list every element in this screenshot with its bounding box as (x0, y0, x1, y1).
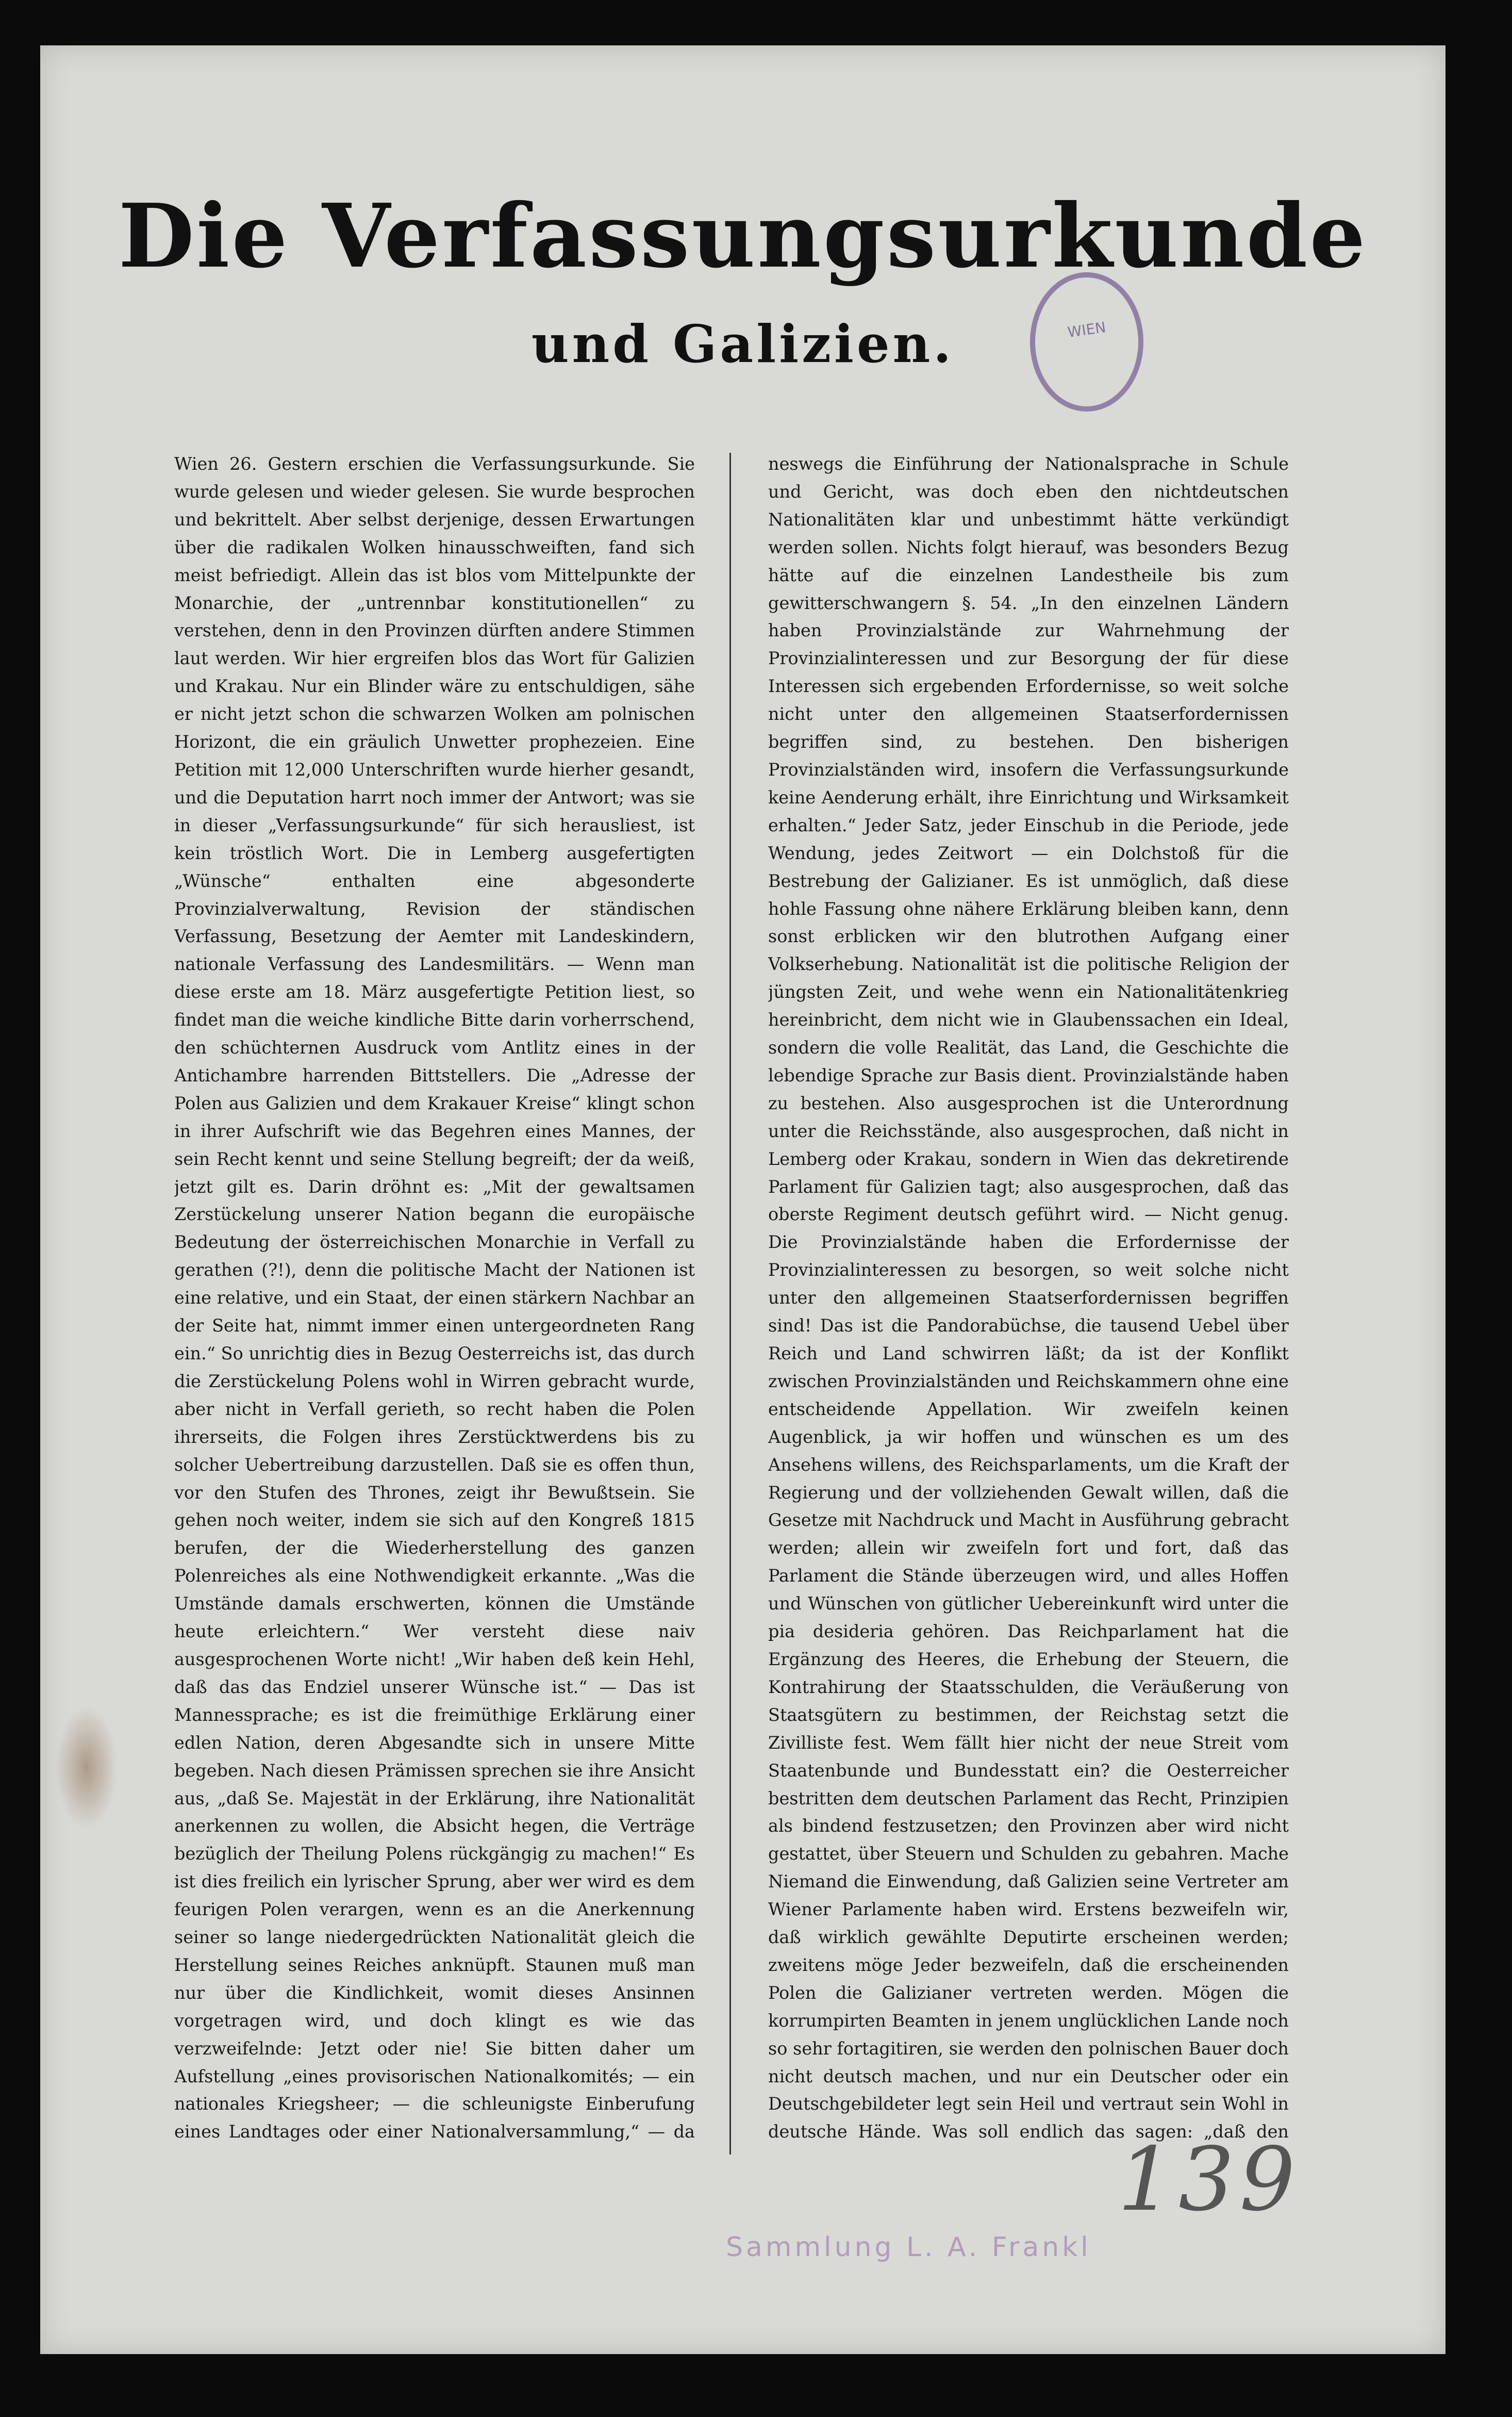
collection-stamp: Sammlung L. A. Frankl (726, 2232, 1091, 2263)
text-column-left: Wien 26. Gestern erschien die Verfassungsurkunde. Sie wurde gelesen und wieder gelesen. Sie wurde besprochen und bekrittelt. Aber selbst derjenige, dessen Erwartungen über die radikalen Wolken hinausschweiften, fand sich meist befriedigt. Allein das ist blos vom Mittelpunkte der Monarchie, der „untrennbar konstitutionellen“ zu verstehen, denn in den Provinzen dürften andere Stimmen laut werden. Wir hier ergreifen blos das Wort für Galizien und Krakau. Nur ein Blinder wäre zu entschuldigen, sähe er nicht jetzt schon die schwarzen Wolken am polnischen Horizont, die ein gräulich Unwetter prophezeien. Eine Petition mit 12,000 Unterschriften wurde hierher gesandt, und die Deputation harrt noch immer der Antwort; was sie in dieser „Verfassungsurkunde“ für sich herausliest, ist kein tröstlich Wort. Die in Lemberg ausgefertigten „Wünsche“ enthalten eine abgesonderte Provinzialverwaltung, Revision der ständischen Verfassung, Besetzung der Aemter mit Landeskindern, nationale Verfassung des Landesmilitärs. — Wenn man diese erste am 18. März ausgefertigte Petition liest, so findet man die weiche kindliche Bitte darin vorherrschend, den schüchternen Ausdruck vom Antlitz eines in der Antichambre harrenden Bittstellers. Die „Adresse der Polen aus Galizien und dem Krakauer Kreise“ klingt schon in ihrer Aufschrift wie das Begehren eines Mannes, der sein Recht kennt und seine Stellung begreift; der da weiß, jetzt gilt es. Darin dröhnt es: „Mit der gewaltsamen Zerstückelung unserer Nation begann die europäische Bedeutung der österreichischen Monarchie in Verfall zu gerathen (?!), denn die politische Macht der Nationen ist eine relative, und ein Staat, der einen stärkern Nachbar an der Seite hat, nimmt immer einen untergeordneten Rang ein.“ So unrichtig dies in Bezug Oesterreichs ist, das durch die Zerstückelung Polens wohl in Wirren gebracht wurde, aber nicht in Verfall gerieth, so recht haben die Polen ihrerseits, die Folgen ihres Zerstücktwerdens bis zu solcher Uebertreibung darzustellen. Daß sie es offen thun, vor den Stufen des Thrones, zeigt ihr Bewußtsein. Sie gehen noch weiter, indem sie sich auf den Kongreß 1815 berufen, der die Wiederherstellung des ganzen Polenreiches als eine Nothwendigkeit erkannte. „Was die Umstände damals erschwerten, können die Umstände heute erleichtern.“ Wer versteht diese naiv ausgesprochenen Worte nicht! „Wir haben deß kein Hehl, daß das das Endziel unserer Wünsche ist.“ — Das ist Mannessprache; es ist die freimüthige Erklärung einer edlen Nation, deren Abgesandte sich in unsere Mitte begeben. Nach diesen Prämissen sprechen sie ihre Ansicht aus, „daß Se. Majestät in der Erklärung, ihre Nationalität anerkennen zu wollen, die Absicht hegen, die Verträge bezüglich der Theilung Polens rückgängig zu machen!“ Es ist dies freilich ein lyrischer Sprung, aber wer wird es dem feurigen Polen verargen, wenn es an die Anerkennung seiner so lange niedergedrückten Nationalität gleich die Herstellung seines Reiches anknüpft. Staunen muß man nur über die Kindlichkeit, womit dieses Ansinnen vorgetragen wird, und doch klingt es wie das verzweifelnde: Jetzt oder nie! Sie bitten daher um Aufstellung „eines provisorischen Nationalkomités; — ein nationales Kriegsheer; — die schleunigste Einberufung eines Landtages oder einer Nationalversammlung,“ — da (174, 454, 695, 2142)
page-subtitle: und Galizien. (531, 314, 955, 374)
document-page (40, 45, 1445, 2354)
library-stamp (1030, 272, 1143, 412)
library-stamp-text: WIEN (1066, 318, 1107, 341)
handwritten-number: 139 (1118, 2129, 1301, 2231)
paper-stain (56, 1706, 118, 1830)
column-divider (729, 453, 731, 2155)
page-title: Die Verfassungsurkunde (118, 185, 1368, 288)
text-column-right: neswegs die Einführung der Nationalsprache in Schule und Gericht, was doch eben den nichtdeutschen Nationalitäten klar und unbestimmt hätte verkündigt werden sollen. Nichts folgt hierauf, was besonders Bezug hätte auf die einzelnen Landestheile bis zum gewitterschwangern §. 54. „In den einzelnen Ländern haben Provinzialstände zur Wahrnehmung der Provinzialinteressen und zur Besorgung der für diese Interessen sich ergebenden Erfordernisse, so weit solche nicht unter den allgemeinen Staatserfordernissen begriffen sind, zu bestehen. Den bisherigen Provinzialständen wird, insofern die Verfassungsurkunde keine Aenderung erhält, ihre Einrichtung und Wirksamkeit erhalten.“ Jeder Satz, jeder Einschub in die Periode, jede Wendung, jedes Zeitwort — ein Dolchstoß für die Bestrebung der Galizianer. Es ist unmöglich, daß diese hohle Fassung ohne nähere Erklärung bleiben kann, denn sonst erblicken wir den blutrothen Aufgang einer Volkserhebung. Nationalität ist die politische Religion der jüngsten Zeit, und wehe wenn ein Nationalitätenkrieg hereinbricht, dem nicht wie in Glaubenssachen ein Ideal, sondern die volle Realität, das Land, die Geschichte die lebendige Sprache zur Basis dient. Provinzialstände haben zu bestehen. Also ausgesprochen ist die Unterordnung unter die Reichsstände, also ausgesprochen, daß nicht in Lemberg oder Krakau, sondern in Wien das dekretirende Parlament für Galizien tagt; also ausgesprochen, daß das oberste Regiment deutsch geführt wird. — Nicht genug. Die Provinzialstände haben die Erfordernisse der Provinzialinteressen zu besorgen, so weit solche nicht unter den allgemeinen Staatserfordernissen begriffen sind! Das ist die Pandorabüchse, die tausend Uebel über Reich und Land schwirren läßt; da ist der Konflikt zwischen Provinzialständen und Reichskammern ohne eine entscheidende Appellation. Wir zweifeln keinen Augenblick, ja wir hoffen und wünschen es um des Ansehens willens, des Reichsparlaments, um die Kraft der Regierung und der vollziehenden Gewalt willen, daß die Gesetze mit Nachdruck und Macht in Ausführung gebracht werden; allein wir zweifeln fort und fort, daß das Parlament die Stände überzeugen wird, und alles Hoffen und Wünschen von gütlicher Uebereinkunft wird unter die pia desideria gehören. Das Reichparlament hat die Ergänzung des Heeres, die Erhebung der Steuern, die Kontrahirung der Staatsschulden, die Veräußerung von Staatsgütern zu bestimmen, der Reichstag setzt die Zivilliste fest. Wem fällt hier nicht der neue Streit vom Staatenbunde und Bundesstatt ein? die Oesterreicher bestritten dem deutschen Parlament das Recht, Prinzipien als bindend festzusetzen; den Provinzen aber wird nicht gestattet, über Steuern und Schulden zu gebahren. Mache Niemand die Einwendung, daß Galizien seine Vertreter am Wiener Parlamente haben wird. Erstens bezweifeln wir, daß wirklich gewählte Deputirte erscheinen werden; zweitens möge Jeder bezweifeln, daß die erscheinenden Polen die Galizianer vertreten werden. Mögen die korrumpirten Beamten in jenem unglücklichen Lande noch so sehr fortagitiren, sie werden den polnischen Bauer doch nicht deutsch machen, und nur ein Deutscher oder ein Deutschgebildeter legt sein Heil und vertraut sein Wohl in deutsche Hände. Was soll endlich das sagen: „daß den (768, 454, 1289, 2142)
